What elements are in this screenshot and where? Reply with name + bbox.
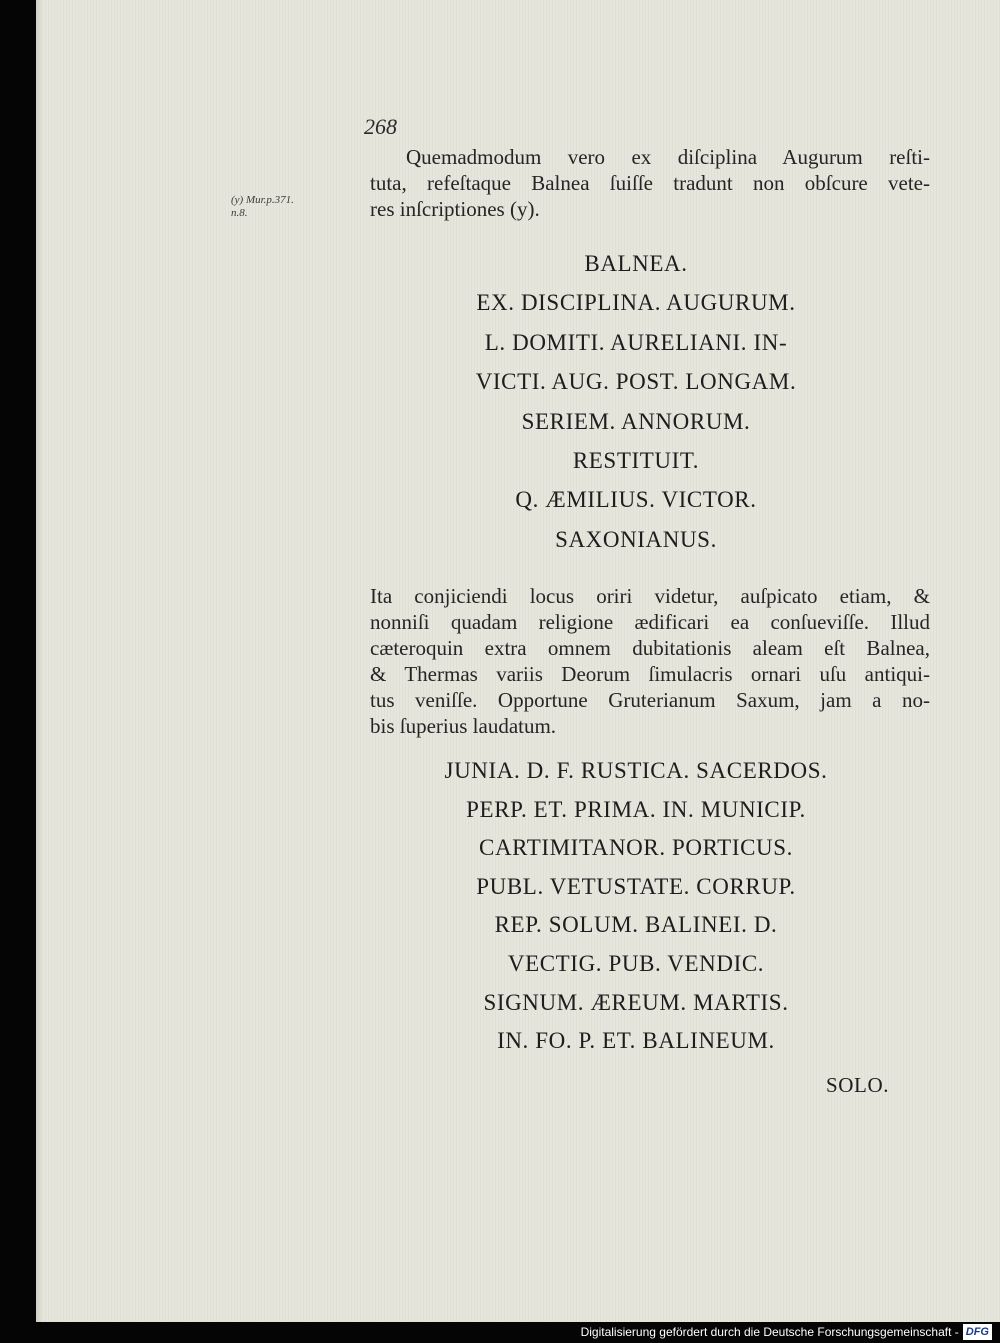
inscription-line: SAXONIANUS. (555, 526, 717, 552)
trailing-word: SOLO. (826, 1073, 890, 1097)
marginal-note-line: (y) Mur.p.371. (231, 194, 294, 206)
marginal-note (231, 194, 351, 220)
footer-text: Digitalisierung gefördert durch die Deutsche Forschungsgemeinschaft - (580, 1325, 959, 1339)
inscription-line: SIGNUM. ÆREUM. MARTIS. (483, 989, 789, 1015)
inscription-line: RESTITUIT. (572, 447, 700, 473)
text-line: Quemadmodum vero ex diſciplina Augurum reſti- (406, 145, 930, 169)
inscription-line: SERIEM. ANNORUM. (521, 408, 751, 434)
paragraph-1 (370, 144, 930, 222)
digitization-footer (581, 1322, 992, 1342)
inscription-line: Q. ÆMILIUS. VICTOR. (515, 487, 757, 513)
inscription-line: L. DOMITI. AURELIANI. IN- (484, 329, 788, 355)
text-line: nonniſi quadam religione ædificari ea conſueviſſe. Illud (370, 610, 930, 634)
inscription-balnea (336, 244, 936, 559)
dfg-logo-icon: DFG (963, 1324, 992, 1340)
inscription-line: JUNIA. D. F. RUSTICA. SACERDOS. (444, 758, 828, 783)
text-line: Ita conjiciendi locus oriri videtur, auſpicato etiam, & (370, 584, 930, 608)
scanned-page (36, 0, 1000, 1322)
text-line: tuta, refeſtaque Balnea ſuiſſe tradunt non obſcure vete- (370, 171, 930, 195)
marginal-note-line: n.8. (231, 207, 248, 219)
inscription-line: PERP. ET. PRIMA. IN. MUNICIP. (466, 796, 806, 822)
text-line: & Thermas variis Deorum ſimulacris ornari uſu antiqui- (370, 662, 930, 686)
inscription-line: VICTI. AUG. POST. LONGAM. (475, 369, 797, 395)
page-number: 268 (364, 114, 397, 139)
inscription-line: IN. FO. P. ET. BALINEUM. (497, 1028, 775, 1054)
inscription-line: CARTIMITANOR. PORTICUS. (479, 835, 793, 861)
text-line: tus veniſſe. Opportune Gruterianum Saxum, jam a no- (370, 688, 930, 712)
paragraph-2 (370, 583, 930, 739)
page-edge (36, 0, 44, 1322)
inscription-line: BALNEA. (584, 251, 688, 276)
inscription-line: EX. DISCIPLINA. AUGURUM. (476, 290, 796, 316)
inscription-line: PUBL. VETUSTATE. CORRUP. (476, 873, 796, 899)
inscription-line: REP. SOLUM. BALINEI. D. (494, 912, 778, 938)
text-line: cæteroquin extra omnem dubitationis aleam eſt Balnea, (370, 636, 930, 660)
inscription-junia (336, 752, 936, 1061)
text-line: bis ſuperius laudatum. (370, 714, 557, 738)
inscription-line: VECTIG. PUB. VENDIC. (507, 950, 765, 976)
text-line: res inſcriptiones (y). (370, 197, 540, 221)
